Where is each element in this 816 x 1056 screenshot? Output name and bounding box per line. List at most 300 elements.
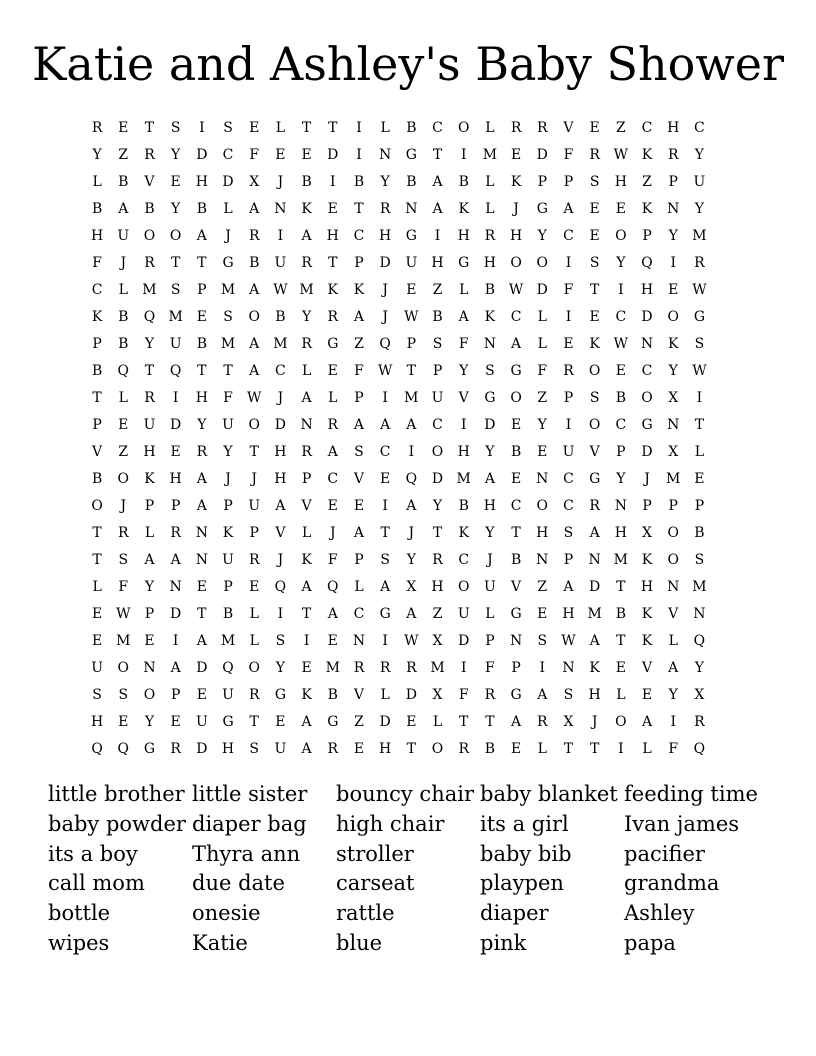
grid-letter: P [406,335,417,352]
grid-letter: S [170,119,181,136]
grid-letter: W [247,389,262,406]
grid-letter: I [408,443,415,460]
grid-letter: I [565,416,572,433]
grid-letter: I [565,308,572,325]
grid-letter: R [694,713,705,730]
grid-letter: O [117,659,130,676]
grid-letter: J [382,308,388,325]
grid-letter: A [196,497,207,514]
grid-letter: S [589,173,600,190]
grid-letter: B [432,308,443,325]
grid-letter: G [589,470,601,487]
grid-letter: P [485,632,495,649]
grid-letter: E [118,119,129,136]
grid-letter: D [222,173,234,190]
grid-letter: O [248,416,260,433]
word-item: pink [480,930,527,955]
word-list [48,780,768,959]
grid-letter: Z [118,443,129,460]
grid-letter: A [196,470,207,487]
grid-letter: P [223,497,233,514]
grid-letter: E [249,578,260,595]
grid-letter: E [563,335,574,352]
grid-letter: P [92,335,102,352]
grid-letter: O [667,524,679,541]
grid-letter: V [511,578,522,595]
grid-letter: S [694,551,705,568]
page-title: Katie and Ashley's Baby Shower [32,37,784,91]
grid-letter: A [301,740,312,757]
grid-letter: T [432,146,443,163]
grid-letter: M [613,551,629,568]
word-item: its a boy [48,841,138,866]
grid-letter: I [277,227,284,244]
grid-letter: E [406,281,417,298]
grid-letter: L [668,632,678,649]
grid-letter: F [563,146,574,163]
grid-letter: U [484,578,496,595]
word-item: little brother [48,782,185,806]
grid-letter: T [92,389,102,406]
grid-letter: A [301,713,312,730]
grid-letter: J [513,200,519,217]
grid-letter: P [642,497,652,514]
grid-letter: I [618,281,624,298]
grid-letter: C [510,308,522,325]
grid-letter: I [539,659,546,676]
grid-letter: K [144,470,155,487]
grid-letter: A [563,200,574,217]
grid-letter: T [223,362,233,379]
grid-letter: P [642,227,652,244]
grid-letter: A [249,362,260,379]
grid-letter: U [117,227,130,244]
grid-letter: W [116,605,131,622]
word-item: stroller [336,841,414,866]
word-item: grandma [624,871,720,896]
grid-letter: T [380,524,390,541]
grid-letter: A [406,497,417,514]
grid-letter: F [118,578,129,595]
grid-letter: D [379,713,391,730]
grid-letter: Y [616,254,626,271]
grid-letter: E [406,713,417,730]
grid-letter: K [641,146,653,163]
grid-letter: B [118,335,129,352]
grid-letter: V [668,605,679,622]
grid-letter: Y [668,227,678,244]
grid-letter: M [430,659,445,676]
grid-letter: R [537,713,548,730]
grid-letter: C [432,119,443,136]
grid-letter: N [667,416,680,433]
grid-letter: B [406,173,417,190]
grid-letter: H [431,254,444,271]
grid-letter: T [197,362,207,379]
grid-letter: A [301,389,312,406]
grid-letter: U [143,416,156,433]
grid-letter: O [91,497,103,514]
grid-letter: E [144,632,155,649]
grid-letter: H [379,740,392,757]
grid-letter: H [326,227,339,244]
grid-letter: R [379,200,391,217]
grid-letter: K [641,605,653,622]
grid-letter: N [195,551,208,568]
grid-letter: I [356,119,362,136]
grid-letter: R [353,659,365,676]
grid-letter: R [248,227,260,244]
grid-letter: N [640,335,654,352]
grid-letter: E [196,686,207,703]
grid-letter: D [327,146,339,163]
grid-letter: U [274,740,287,757]
grid-letter: E [196,578,207,595]
grid-letter: T [249,713,259,730]
grid-letter: R [537,119,548,136]
grid-letter: T [589,281,600,298]
grid-letter: V [589,443,600,460]
grid-letter: I [277,605,284,622]
grid-letter: E [589,308,600,325]
grid-letter: C [563,470,574,487]
grid-letter: S [563,686,574,703]
grid-letter: T [197,254,207,271]
grid-letter: G [143,740,156,757]
grid-letter: L [249,632,259,649]
word-item: playpen [480,871,564,896]
grid-letter: L [92,578,102,595]
grid-letter: R [667,146,679,163]
grid-letter: T [485,713,495,730]
grid-letter: I [670,254,676,271]
grid-letter: I [460,659,467,676]
grid-letter: U [431,389,444,406]
grid-letter: D [196,740,208,757]
grid-letter: C [615,416,627,433]
grid-letter: L [118,281,128,298]
grid-letter: T [301,605,312,622]
grid-letter: I [460,146,467,163]
word-item: bouncy chair [336,782,474,806]
grid-letter: Q [693,740,706,757]
grid-letter: D [274,416,287,433]
grid-letter: T [170,254,181,271]
grid-letter: B [510,551,522,568]
grid-letter: H [483,497,497,514]
grid-letter: W [404,308,419,325]
grid-letter: H [640,281,654,298]
grid-letter: E [668,281,679,298]
grid-letter: R [510,119,522,136]
grid-letter: S [694,335,705,352]
grid-letter: K [510,173,522,190]
grid-row [84,141,713,168]
grid-letter: I [172,389,179,406]
grid-letter: F [537,362,548,379]
grid-letter: X [563,713,574,730]
word-item: its a girl [480,811,569,836]
grid-letter: U [169,335,182,352]
grid-letter: S [589,389,600,406]
grid-letter: L [92,173,102,190]
grid-letter: A [196,632,207,649]
grid-letter: A [380,416,391,433]
grid-letter: V [301,497,312,514]
grid-letter: I [382,632,388,649]
grid-letter: Q [117,362,130,379]
grid-letter: L [118,389,128,406]
grid-letter: O [588,362,601,379]
grid-letter: E [589,119,600,136]
grid-row [84,303,713,330]
grid-letter: C [510,497,522,514]
grid-letter: E [118,713,129,730]
grid-letter: M [273,335,288,352]
grid-letter: R [91,119,103,136]
grid-letter: O [143,686,156,703]
grid-letter: X [694,686,705,703]
grid-letter: T [328,254,338,271]
grid-letter: P [197,281,207,298]
grid-letter: Z [432,281,443,298]
grid-letter: Z [432,605,443,622]
grid-letter: J [120,497,127,514]
grid-letter: S [589,254,600,271]
grid-letter: N [667,578,680,595]
grid-letter: T [301,119,312,136]
grid-letter: W [377,362,393,379]
grid-letter: M [404,389,419,406]
grid-letter: A [641,713,653,730]
grid-letter: P [668,497,678,514]
word-item: high chair [336,811,445,836]
grid-letter: Z [537,389,548,406]
grid-letter: N [483,335,497,352]
grid-letter: Q [327,578,339,595]
grid-letter: G [222,254,234,271]
grid-letter: E [641,686,653,703]
grid-row [84,384,713,411]
grid-letter: H [667,119,680,136]
grid-letter: N [274,200,287,217]
grid-letter: M [220,632,236,649]
grid-letter: L [642,740,652,757]
grid-letter: G [405,146,417,163]
grid-letter: Y [406,551,416,568]
grid-letter: L [485,173,495,190]
grid-letter: O [117,470,130,487]
grid-row [84,546,713,573]
grid-letter: I [460,416,467,433]
grid-letter: E [275,146,286,163]
grid-letter: S [537,632,548,649]
grid-letter: E [327,200,338,217]
grid-letter: E [615,362,626,379]
grid-letter: P [301,470,312,487]
grid-letter: B [222,605,234,622]
grid-letter: F [563,281,574,298]
grid-letter: G [510,362,522,379]
grid-letter: G [274,686,286,703]
grid-letter: E [353,740,365,757]
grid-letter: K [301,551,312,568]
grid-letter: Y [144,335,155,352]
grid-letter: D [196,659,208,676]
grid-letter: Y [275,659,286,676]
grid-letter: A [170,551,181,568]
grid-row [84,600,713,627]
grid-letter: T [406,362,417,379]
grid-letter: P [694,497,705,514]
grid-letter: K [641,632,653,649]
grid-letter: O [641,389,653,406]
grid-letter: U [405,254,418,271]
grid-letter: B [301,173,312,190]
grid-letter: P [563,173,574,190]
grid-letter: G [222,713,234,730]
grid-letter: H [536,524,549,541]
word-item: Thyra ann [192,841,301,866]
grid-letter: M [587,605,602,622]
grid-letter: A [511,335,522,352]
grid-letter: O [248,308,260,325]
grid-letter: A [432,173,443,190]
grid-letter: C [563,227,574,244]
grid-letter: B [196,335,207,352]
grid-letter: L [616,686,626,703]
grid-letter: E [91,632,103,649]
grid-letter: N [562,659,575,676]
grid-letter: E [510,416,522,433]
word-item: rattle [336,901,395,926]
grid-letter: W [692,362,707,379]
grid-letter: V [458,389,469,406]
grid-letter: Y [301,308,312,325]
grid-letter: R [301,335,312,352]
grid-letter: Y [432,497,443,514]
grid-row [84,438,713,465]
grid-row [84,276,713,303]
grid-letter: B [484,740,496,757]
grid-letter: B [144,200,155,217]
grid-letter: O [615,227,627,244]
grid-letter: I [303,632,310,649]
grid-letter: S [354,443,364,460]
grid-letter: O [536,254,549,271]
grid-letter: C [222,146,234,163]
grid-letter: Y [223,443,233,460]
word-item: carseat [336,871,415,896]
grid-letter: H [483,254,497,271]
grid-letter: Q [117,740,130,757]
grid-letter: Y [537,416,547,433]
grid-row [84,735,713,762]
grid-letter: C [353,227,365,244]
grid-letter: B [249,254,260,271]
grid-letter: C [615,308,627,325]
grid-letter: L [301,524,312,541]
grid-letter: P [249,524,259,541]
grid-letter: O [615,713,627,730]
grid-letter: K [327,281,339,298]
grid-letter: P [144,605,155,622]
grid-letter: K [301,200,312,217]
word-item: diaper [480,901,549,926]
grid-letter: O [667,551,679,568]
grid-letter: V [275,524,286,541]
grid-letter: K [589,335,600,352]
grid-letter: M [692,227,707,244]
grid-letter: D [458,632,470,649]
grid-letter: M [666,470,681,487]
grid-letter: R [144,146,155,163]
word-item: baby powder [48,811,186,836]
grid-letter: U [274,254,287,271]
word-item: Katie [192,930,248,955]
grid-letter: E [510,146,522,163]
grid-letter: A [406,605,417,622]
grid-letter: E [275,713,286,730]
grid-letter: E [170,443,181,460]
grid-letter: L [485,119,495,136]
grid-letter: P [144,497,155,514]
grid-letter: R [563,362,574,379]
grid-letter: Z [615,119,626,136]
grid-letter: K [91,308,103,325]
word-item: call mom [48,871,145,896]
grid-letter: A [458,308,469,325]
grid-letter: P [223,578,233,595]
grid-letter: B [196,200,207,217]
grid-letter: X [406,578,417,595]
grid-letter: Y [144,713,155,730]
grid-letter: O [588,416,601,433]
grid-letter: T [511,524,521,541]
grid-letter: S [249,740,260,757]
grid-letter: V [353,470,365,487]
grid-letter: J [382,281,388,298]
grid-letter: H [614,524,627,541]
grid-letter: E [91,605,103,622]
grid-letter: S [223,119,233,136]
grid-letter: E [510,740,522,757]
grid-letter: L [354,578,364,595]
grid-letter: H [195,173,208,190]
grid-letter: Y [92,146,102,163]
grid-letter: X [432,632,443,649]
grid-letter: S [223,308,233,325]
grid-letter: Y [694,200,705,217]
grid-letter: U [562,443,575,460]
grid-letter: B [118,308,129,325]
grid-letter: S [275,632,286,649]
grid-letter: O [431,740,444,757]
grid-letter: G [536,200,548,217]
grid-letter: L [537,740,547,757]
grid-letter: B [91,362,103,379]
grid-letter: R [379,659,391,676]
grid-letter: E [196,308,207,325]
grid-letter: H [509,227,523,244]
grid-letter: D [536,281,548,298]
grid-letter: G [458,254,470,271]
grid-letter: X [249,173,260,190]
grid-letter: X [668,443,679,460]
grid-letter: Q [379,335,391,352]
grid-letter: F [354,362,364,379]
grid-letter: T [563,740,574,757]
